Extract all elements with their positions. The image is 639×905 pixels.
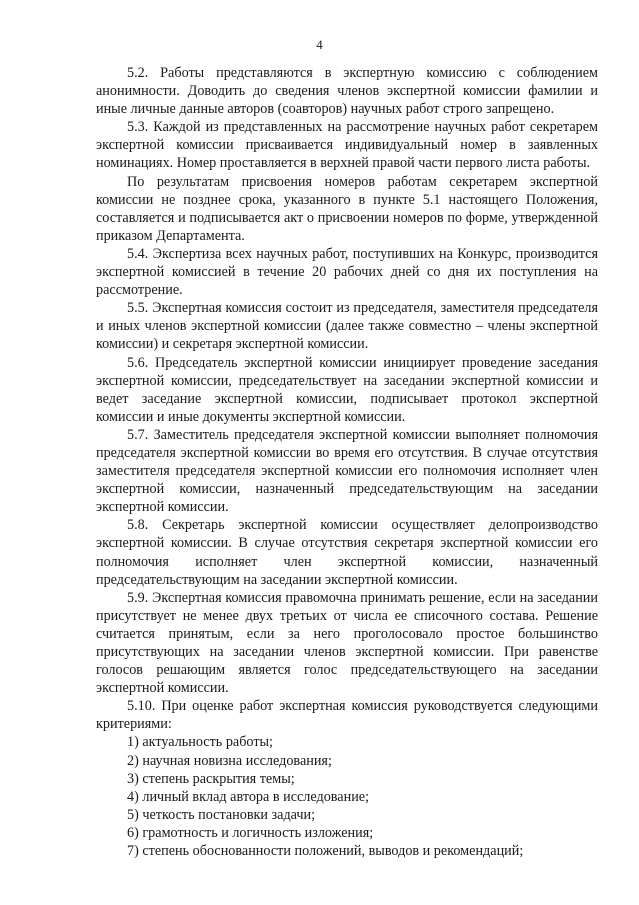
criteria-item: 7) степень обоснованности положений, выводов и рекомендаций; bbox=[127, 843, 524, 860]
document-body bbox=[96, 64, 598, 860]
paragraph-5-7: 5.7. Заместитель председателя экспертной комиссии выполняет полномочия председателя экспертной комиссии во время его отсутствия. В случае отсутствия заместителя председателя экспертной комиссии его полномочия исполняет член экспертной комиссии, назначенный председательствующим на заседании экспертной комиссии. bbox=[96, 426, 598, 516]
criteria-item: 1) актуальность работы; bbox=[127, 734, 274, 751]
criteria-item: 6) грамотность и логичность изложения; bbox=[127, 824, 374, 841]
paragraph-5-4: 5.4. Экспертиза всех научных работ, поступивших на Конкурс, производится экспертной комиссией в течение 20 рабочих дней со дня их поступления на рассмотрение. bbox=[96, 245, 598, 299]
paragraph-5-9: 5.9. Экспертная комиссия правомочна принимать решение, если на заседании присутствует не менее двух третьих от числа ее списочного состава. Решение считается принятым, если за него проголосовало простое большинство присутствующих на заседании членов экспертной комиссии. При равенстве голосов решающим является голос председательствующего на заседании экспертной комиссии. bbox=[96, 589, 598, 697]
criteria-list bbox=[96, 733, 598, 860]
criteria-item: 3) степень раскрытия темы; bbox=[127, 770, 295, 787]
page-number: 4 bbox=[316, 37, 323, 52]
paragraph-5-2: 5.2. Работы представляются в экспертную комиссию с соблюдением анонимности. Доводить до сведения членов экспертной комиссии фамилии и иные личные данные авторов (соавторов) научных работ строго запрещено. bbox=[96, 65, 598, 118]
criteria-item: 2) научная новизна исследования; bbox=[127, 752, 332, 769]
paragraph-5-6: 5.6. Председатель экспертной комиссии инициирует проведение заседания экспертной комиссии, председательствует на заседании экспертной комиссии и ведет заседание экспертной комиссии, подписывает протокол экспертной комиссии и иные документы экспертной комиссии. bbox=[96, 354, 598, 425]
paragraph-5-5: 5.5. Экспертная комиссия состоит из председателя, заместителя председателя и иных членов экспертной комиссии (далее также совместно – члены экспертной комиссии) и секретаря экспертной комиссии. bbox=[96, 300, 598, 353]
criteria-item: 5) четкость постановки задачи; bbox=[127, 806, 316, 823]
criteria-item: 4) личный вклад автора в исследование; bbox=[127, 788, 370, 805]
paragraph-5-10: 5.10. При оценке работ экспертная комиссия руководствуется следующими критериями: bbox=[96, 698, 598, 733]
paragraph-numbering-act: По результатам присвоения номеров работам секретарем экспертной комиссии не позднее срока, указанного в пункте 5.1 настоящего Положения, составляется и подписывается акт о присвоении номеров по форме, утвержденной приказом Департамента. bbox=[96, 173, 598, 244]
paragraph-5-3: 5.3. Каждой из представленных на рассмотрение научных работ секретарем экспертной комиссии присваивается индивидуальный номер в заявленных номинациях. Номер проставляется в верхней правой части первого листа работы. bbox=[96, 119, 598, 172]
paragraph-5-8: 5.8. Секретарь экспертной комиссии осуществляет делопроизводство экспертной комиссии. В случае отсутствия секретаря экспертной комиссии его полномочия исполняет член экспертной комиссии, назначенный председательствующим на заседании экспертной комиссии. bbox=[96, 517, 598, 588]
